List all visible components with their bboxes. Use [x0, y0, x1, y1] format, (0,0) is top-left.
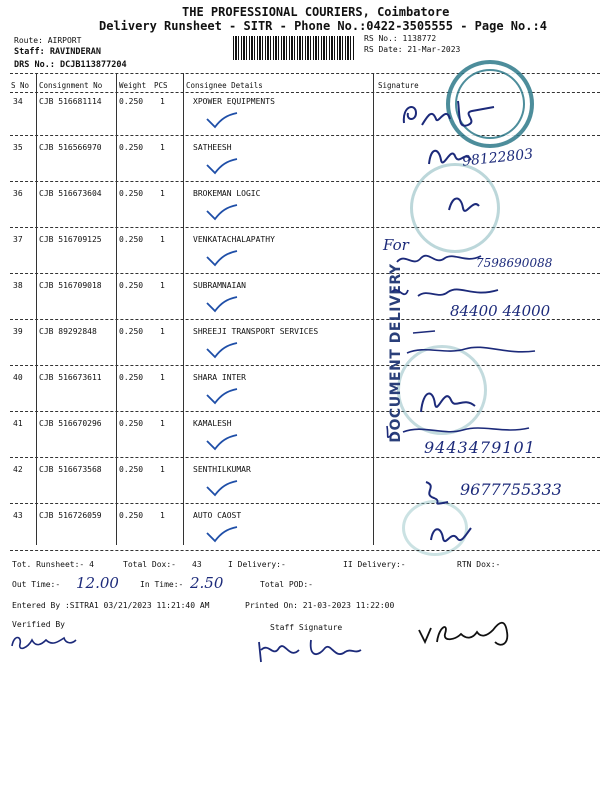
total-dox-value: 43 [192, 560, 202, 569]
in-time-label: In Time:- [140, 580, 184, 589]
entered-by: Entered By :SITRA1 03/21/2023 11:21:40 AM [12, 601, 210, 610]
row-consignee: XPOWER EQUIPMENTS [193, 97, 275, 106]
checkmark-icon [205, 249, 239, 269]
checkmark-icon [205, 157, 239, 177]
row-weight: 0.250 [119, 189, 144, 198]
printed-on: Printed On: 21-03-2023 11:22:00 [245, 601, 395, 610]
total-dox-label: Total Dox:- [123, 560, 176, 569]
row-consignee: SENTHILKUMAR [193, 465, 251, 474]
checkmark-icon [205, 295, 239, 315]
row-consignment-no: CJB 516673568 [39, 465, 102, 474]
document-delivery-stamp: DOCUMENT DELIVERY [388, 263, 404, 443]
signature-scribble [415, 382, 485, 418]
col-divider [183, 73, 184, 545]
col-header-sno: S No [11, 81, 30, 90]
handwritten-for: For [383, 236, 409, 254]
row-consignee: AUTO CAOST [193, 511, 242, 520]
row-weight: 0.250 [119, 511, 144, 520]
checkmark-icon [205, 433, 239, 453]
rs-number: RS No.: 1138772 [364, 34, 437, 43]
signature-scribble [398, 95, 508, 135]
row-weight: 0.250 [119, 97, 144, 106]
handwritten-phone: 98122803 [461, 146, 534, 170]
staff-label: Staff: RAVINDERAN [14, 47, 101, 57]
col-divider [36, 73, 37, 545]
route-label: Route: AIRPORT [14, 36, 82, 45]
row-weight: 0.250 [119, 373, 144, 382]
signature-scribble [395, 248, 485, 270]
row-divider [10, 503, 600, 504]
row-consignment-no: CJB 516709018 [39, 281, 102, 290]
row-consignment-no: CJB 516726059 [39, 511, 102, 520]
col-header-consignee: Consignee Details [186, 81, 263, 90]
drs-number: DRS No.: DCJB113877204 [14, 60, 127, 70]
row-sno: 41 [13, 419, 23, 428]
row-weight: 0.250 [119, 235, 144, 244]
row-consignment-no: CJB 516566970 [39, 143, 102, 152]
out-time-value: 12.00 [76, 574, 119, 592]
row-weight: 0.250 [119, 419, 144, 428]
row-sno: 34 [13, 97, 23, 106]
col-header-weight: Weight [119, 81, 147, 90]
signature-scribble [425, 520, 475, 550]
signature-scribble [445, 190, 485, 220]
company-title: THE PROFESSIONAL COURIERS, Coimbatore [182, 5, 450, 19]
row-divider [10, 411, 600, 412]
checkmark-icon [205, 111, 239, 131]
row-sno: 43 [13, 511, 23, 520]
row-sno: 37 [13, 235, 23, 244]
checkmark-icon [205, 341, 239, 361]
row-weight: 0.250 [119, 143, 144, 152]
row-divider [10, 457, 600, 458]
row-consignee: KAMALESH [193, 419, 232, 428]
checkmark-icon [205, 387, 239, 407]
row-sno: 40 [13, 373, 23, 382]
row-pcs: 1 [160, 511, 165, 520]
signature-scribble [415, 612, 525, 652]
row-pcs: 1 [160, 327, 165, 336]
row-weight: 0.250 [119, 327, 144, 336]
signature-scribble [395, 325, 545, 365]
row-consignee: BROKEMAN LOGIC [193, 189, 261, 198]
signature-scribble [418, 478, 458, 508]
col-divider [373, 73, 374, 545]
rtn-dox-label: RTN Dox:- [457, 560, 501, 569]
rs-date: RS Date: 21-Mar-2023 [364, 45, 461, 54]
row-sno: 35 [13, 143, 23, 152]
staff-signature [255, 636, 365, 666]
row-sno: 39 [13, 327, 23, 336]
row-consignee: SHARA INTER [193, 373, 246, 382]
barcode [233, 36, 355, 60]
footer-top-rule [10, 550, 600, 551]
row-divider [10, 365, 600, 366]
row-consignment-no: CJB 516673611 [39, 373, 102, 382]
row-pcs: 1 [160, 97, 165, 106]
out-time-label: Out Time:- [12, 580, 61, 589]
row-consignment-no: CJB 516709125 [39, 235, 102, 244]
row-pcs: 1 [160, 419, 165, 428]
row-divider [10, 181, 600, 182]
row-divider [10, 273, 600, 274]
checkmark-icon [205, 203, 239, 223]
row-consignment-no: CJB 516670296 [39, 419, 102, 428]
checkmark-icon [205, 479, 239, 499]
handwritten-phone: 84400 44000 [450, 302, 551, 320]
row-pcs: 1 [160, 465, 165, 474]
row-consignee: SHREEJI TRANSPORT SERVICES [193, 327, 319, 336]
handwritten-phone: 7598690088 [476, 256, 553, 270]
row-weight: 0.250 [119, 465, 144, 474]
row-pcs: 1 [160, 189, 165, 198]
verified-signature [8, 630, 78, 654]
row-sno: 42 [13, 465, 23, 474]
row-pcs: 1 [160, 281, 165, 290]
ii-delivery-label: II Delivery:- [343, 560, 406, 569]
row-consignee: SATHEESH [193, 143, 232, 152]
staff-signature-label: Staff Signature [270, 623, 343, 632]
col-header-pcs: PCS [154, 81, 168, 90]
in-time-value: 2.50 [190, 574, 224, 592]
row-sno: 36 [13, 189, 23, 198]
row-consignment-no: CJB 516673604 [39, 189, 102, 198]
handwritten-phone: 9677755333 [460, 480, 562, 499]
col-header-consignment: Consignment No [39, 81, 103, 90]
total-runsheet: Tot. Runsheet:- 4 [12, 560, 94, 569]
runsheet-title: Delivery Runsheet - SITR - Phone No.:0422-3505555 - Page No.:4 [99, 19, 547, 33]
col-header-signature: Signature [378, 81, 419, 90]
checkmark-icon [205, 525, 239, 545]
row-divider [10, 227, 600, 228]
total-pod-label: Total POD:- [260, 580, 313, 589]
row-consignment-no: CJB 516681114 [39, 97, 102, 106]
row-pcs: 1 [160, 373, 165, 382]
row-sno: 38 [13, 281, 23, 290]
row-pcs: 1 [160, 235, 165, 244]
col-divider [116, 73, 117, 545]
row-consignment-no: CJB 89292848 [39, 327, 97, 336]
row-consignee: VENKATACHALAPATHY [193, 235, 275, 244]
row-pcs: 1 [160, 143, 165, 152]
row-consignee: SUBRAMNAIAN [193, 281, 246, 290]
row-weight: 0.250 [119, 281, 144, 290]
handwritten-phone: 9443479101 [424, 438, 536, 457]
i-delivery-label: I Delivery:- [228, 560, 286, 569]
verified-by-label: Verified By [12, 620, 65, 629]
